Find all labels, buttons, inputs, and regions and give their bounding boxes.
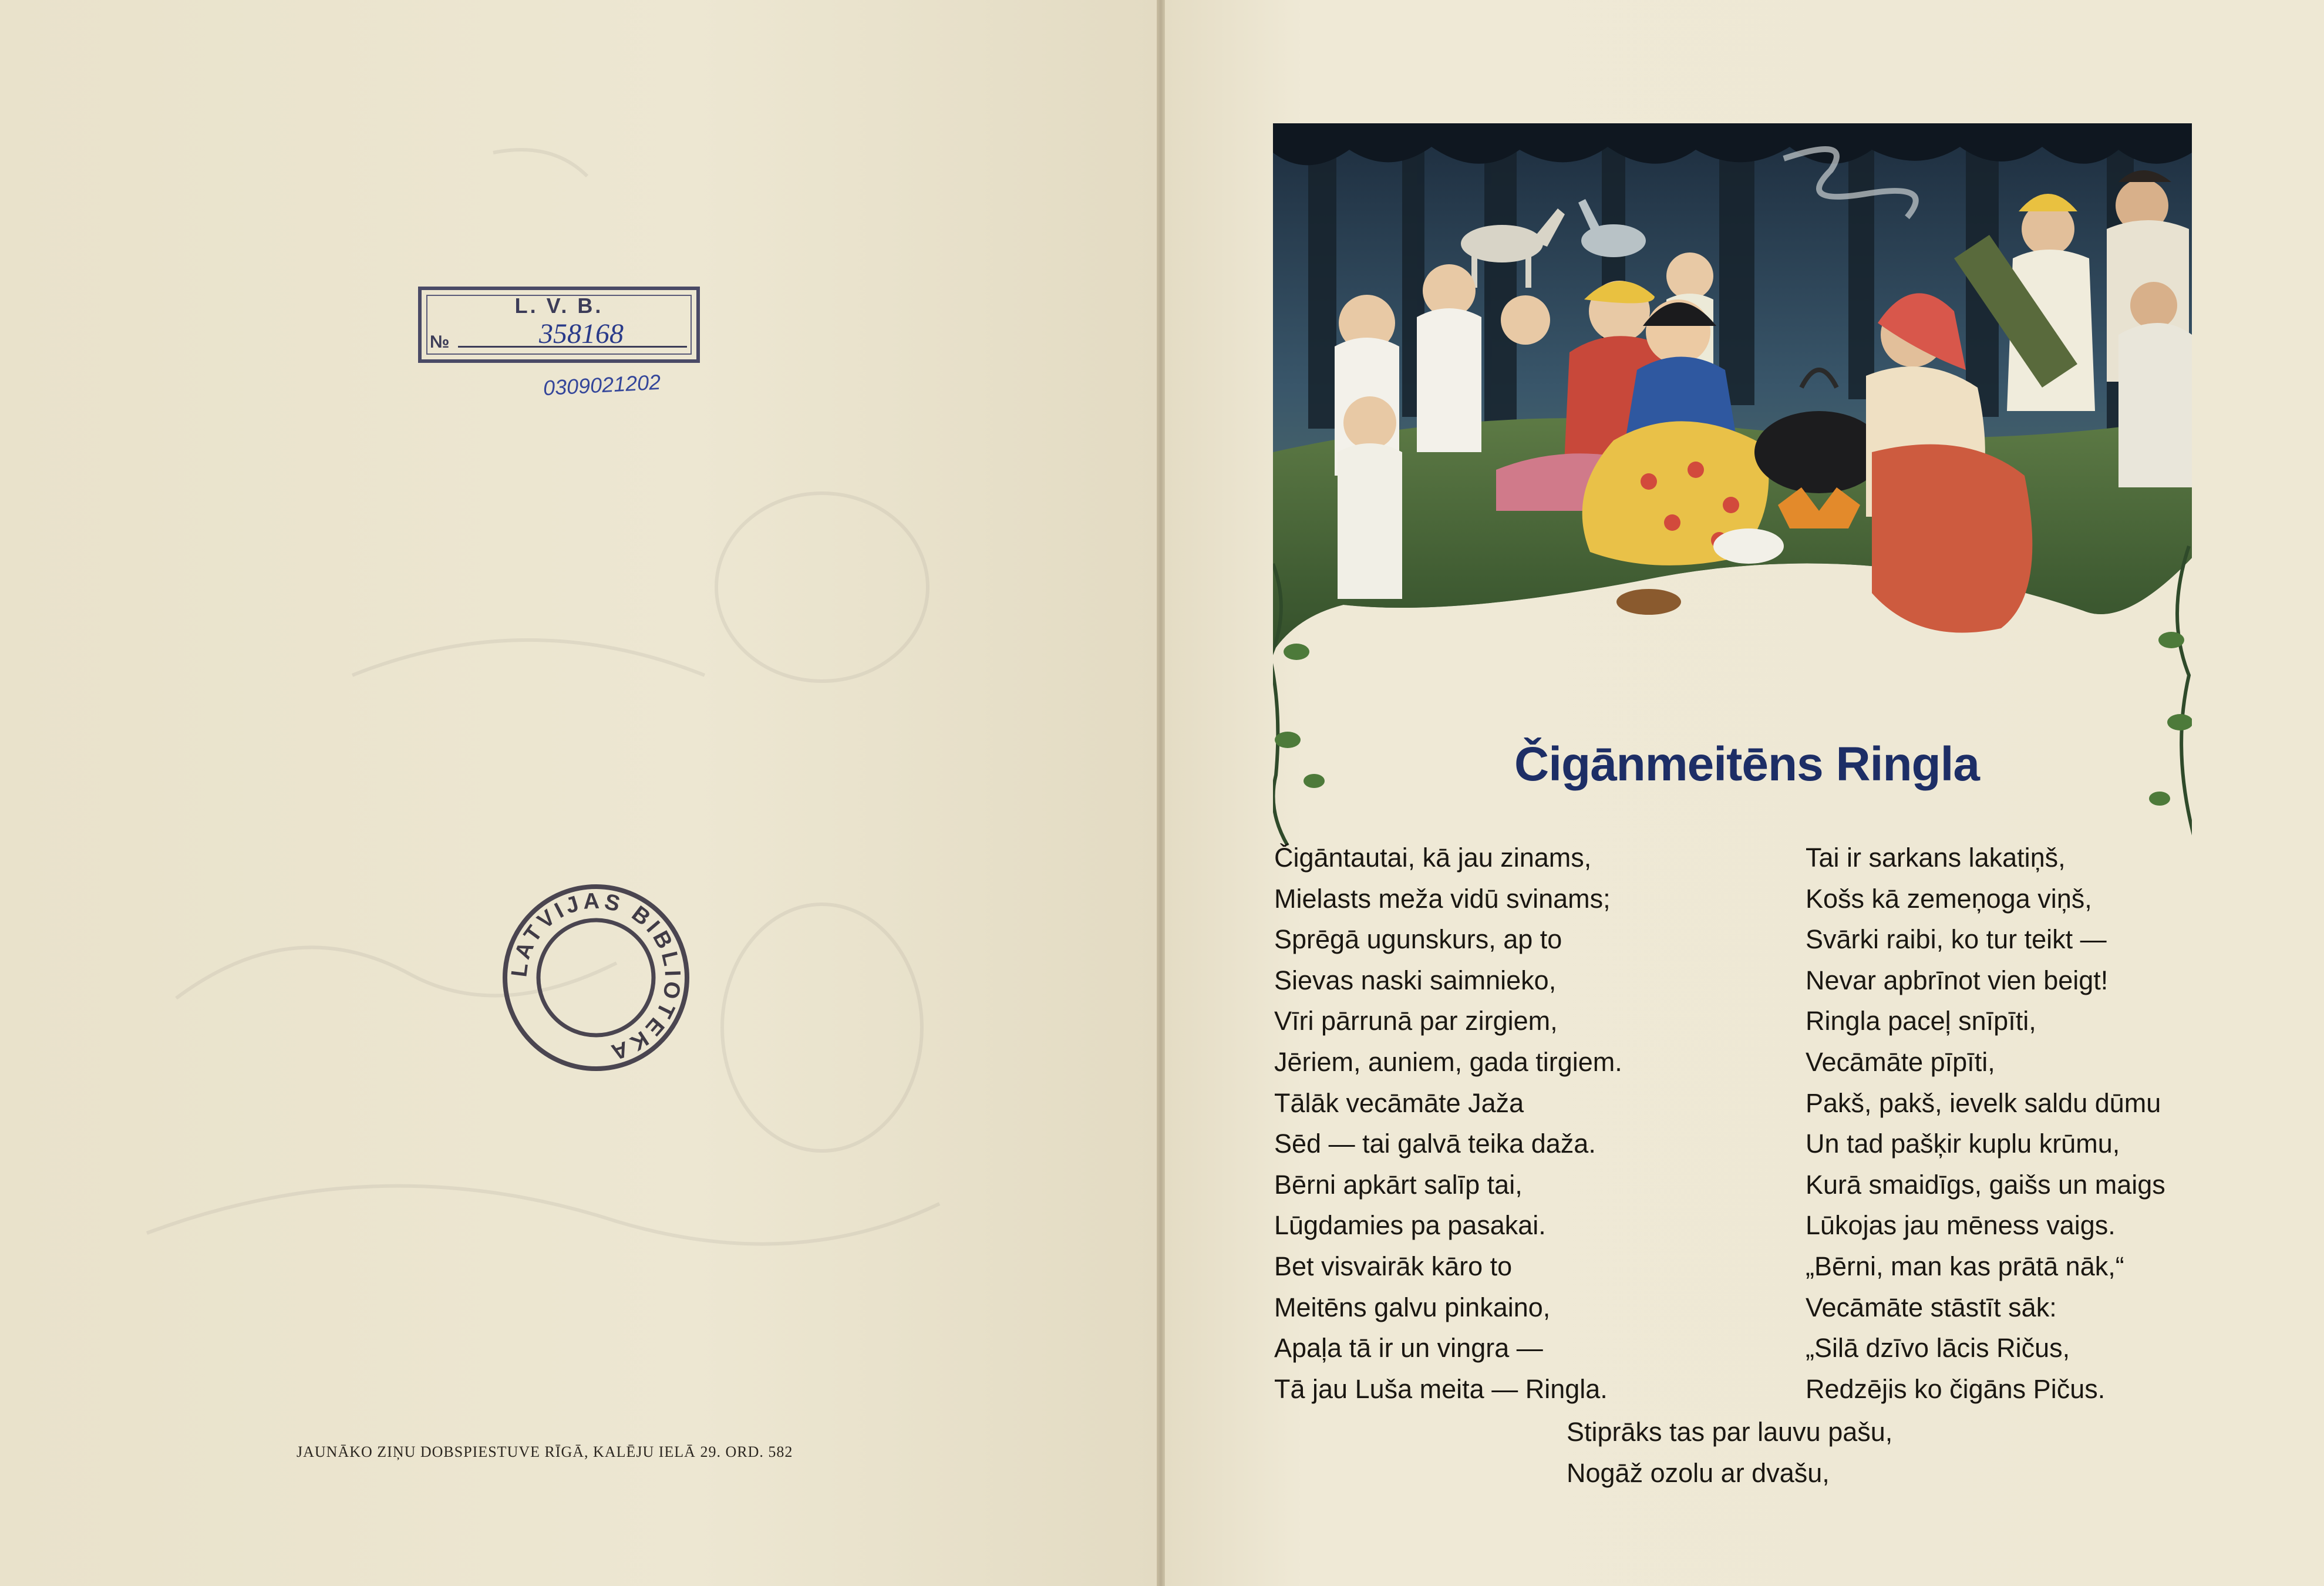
round-library-stamp — [499, 881, 693, 1075]
poem-line: Vīri pārrunā par zirgiem, — [1274, 1006, 1558, 1036]
printer-imprint: JAUNĀKO ZIŅU DOBSPIESTUVE RĪGĀ, KALĒJU IELĀ 29. ORD. 582 — [297, 1443, 793, 1460]
poem-line: Meitēns galvu pinkaino, — [1274, 1292, 1551, 1322]
poem-line: Vecāmāte pīpīti, — [1806, 1046, 1995, 1077]
poem-line: Stiprāks tas par lauvu pašu, — [1567, 1417, 1893, 1447]
poem-line: Lūkojas jau mēness vaigs. — [1806, 1210, 2116, 1241]
svg-text:LATVIJAS BIBLIOTEKA — [507, 888, 685, 1065]
poem-line: Nevar apbrīnot vien beigt! — [1806, 965, 2109, 995]
serial-number: 0309021202 — [543, 369, 662, 400]
poem-line: Bērni apkārt salīp tai, — [1274, 1169, 1523, 1200]
poem-line: Sprēgā ugunskurs, ap to — [1274, 924, 1562, 955]
poem-line: Pakš, pakš, ievelk saldu dūmu — [1806, 1087, 2161, 1118]
poem-line: Sēd — tai galvā teika daža. — [1274, 1129, 1596, 1159]
poem-line: Košs kā zemeņoga viņš, — [1806, 883, 2092, 914]
round-stamp-text: LATVIJAS BIBLIOTEKA — [507, 888, 685, 1066]
poem-line: Lūgdamies pa pasakai. — [1274, 1210, 1546, 1241]
poem-line: Apaļa tā ir un vingra — — [1274, 1333, 1543, 1363]
library-stamp-number: 358168 — [539, 318, 624, 349]
poem-line: Vecāmāte stāstīt sāk: — [1806, 1292, 2057, 1322]
left-page — [0, 0, 1157, 1586]
poem-right-column — [1806, 837, 2165, 1409]
poem-line: „Silā dzīvo lācis Ričus, — [1806, 1333, 2070, 1363]
poem-line: Tālāk vecāmāte Jaža — [1274, 1087, 1524, 1118]
library-stamp — [418, 287, 700, 363]
poem-line: Un tad pašķir kuplu krūmu, — [1806, 1129, 2120, 1159]
library-stamp-number-label: № — [430, 332, 450, 352]
poem-title: Čigānmeitēns Ringla — [1514, 738, 1980, 791]
poem-line: Kurā smaidīgs, gaišs un maigs — [1806, 1169, 2165, 1200]
poem-line: „Bērni, man kas prātā nāk,“ — [1806, 1251, 2124, 1281]
poem-left-column — [1274, 837, 1622, 1409]
poem-line: Bet visvairāk kāro to — [1274, 1251, 1513, 1281]
poem-line: Nogāž ozolu ar dvašu, — [1567, 1457, 1830, 1488]
poem-line: Ringla paceļ snīpīti, — [1806, 1006, 2036, 1036]
poem-line: Redzējis ko čigāns Pičus. — [1806, 1373, 2106, 1404]
poem-line: Svārki raibi, ko tur teikt — — [1806, 924, 2107, 955]
poem-line: Tā jau Luša meita — Ringla. — [1274, 1373, 1608, 1404]
poem-center-lines — [1567, 1412, 1892, 1493]
bleed-through-artwork — [0, 0, 1157, 1586]
poem-line: Tai ir sarkans lakatiņš, — [1806, 843, 2066, 873]
book-gutter — [1157, 0, 1165, 1586]
poem-line: Sievas naski saimnieko, — [1274, 965, 1557, 995]
poem-line: Čigāntautai, kā jau zinams, — [1274, 843, 1592, 873]
poem-line: Mielasts meža vidū svinams; — [1274, 883, 1611, 914]
poem-line: Jēriem, auniem, gada tirgiem. — [1274, 1046, 1622, 1077]
library-stamp-title: L. V. B. — [514, 294, 604, 318]
